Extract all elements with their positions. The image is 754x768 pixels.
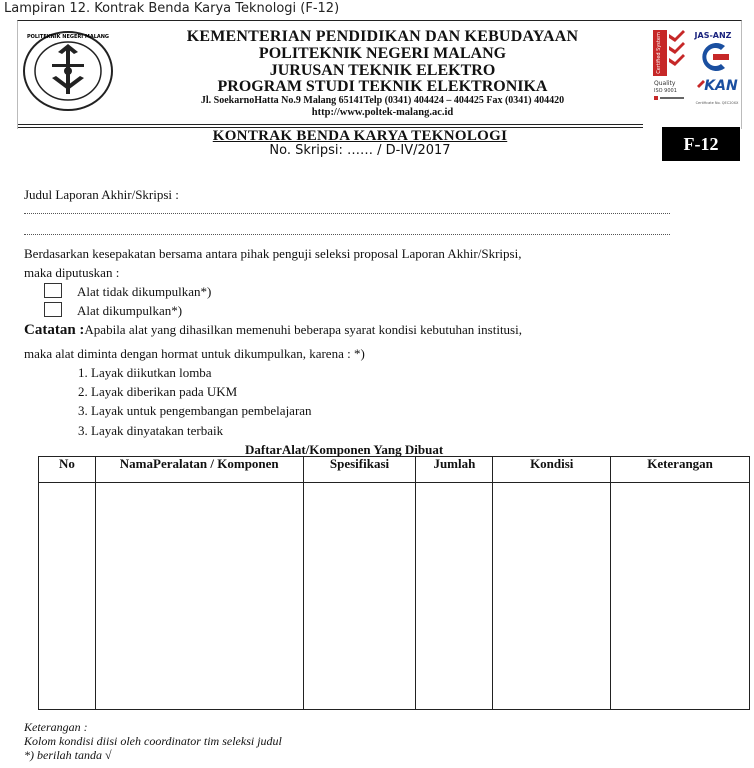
cert-side-text: Certified System [656, 32, 662, 74]
list-item: 1. Layak diikutkan lomba [78, 365, 212, 380]
cert-kan: KAN [704, 78, 738, 94]
col-header-spec: Spesifikasi [303, 457, 416, 483]
cert-iso: ISO 9001 [654, 88, 677, 94]
cell-condition[interactable] [493, 483, 611, 710]
attachment-label: Lampiran 12. Kontrak Benda Karya Teknologi (F-12) [4, 1, 340, 16]
cell-spec[interactable] [303, 483, 416, 710]
table-row [39, 483, 750, 710]
header-ministry: KEMENTERIAN PENDIDIKAN DAN KEBUDAYAAN [186, 28, 579, 45]
checkbox-collected[interactable] [44, 302, 62, 317]
header-website[interactable]: http://www.poltek-malang.ac.id [311, 107, 454, 118]
cell-qty[interactable] [416, 483, 493, 710]
note-text-1 [24, 322, 522, 339]
table-title: DaftarAlat/Komponen Yang Dibuat [245, 442, 444, 457]
option-not-collected-label: Alat tidak dikumpulkan*) [77, 284, 212, 299]
col-header-no: No [39, 457, 96, 483]
col-header-name: NamaPeralatan / Komponen [95, 457, 303, 483]
list-item: 3. Layak dinyatakan terbaik [78, 423, 224, 438]
cell-no[interactable] [39, 483, 96, 710]
logo-ring-text: POLITEKNIK NEGERI MALANG [26, 34, 110, 40]
footnote-label: Keterangan : [24, 720, 88, 734]
thesis-title-label: Judul Laporan Akhir/Skripsi : [24, 187, 179, 202]
form-code-badge: F-12 [662, 127, 740, 161]
header-polytechnic: POLITEKNIK NEGERI MALANG [258, 45, 507, 62]
agreement-text-1: Berdasarkan kesepakatan bersama antara pihak penguji seleksi proposal Laporan Akhir/Skripsi, [24, 246, 522, 261]
institution-logo [22, 30, 114, 112]
header-address: Jl. SoekarnoHatta No.9 Malang 65141Telp (0341) 404424 – 404425 Fax (0341) 404420 [200, 95, 565, 106]
note-label: Catatan : [24, 322, 85, 338]
certification-badges [651, 28, 741, 118]
note-text-2: maka alat diminta dengan hormat untuk dikumpulkan, karena : *) [24, 346, 365, 361]
note-content: Apabila alat yang dihasilkan memenuhi beberapa syarat kondisi kebutuhan institusi, [84, 322, 522, 337]
cert-quality: Quality [654, 80, 676, 87]
header-program: PROGRAM STUDI TEKNIK ELEKTRONIKA [217, 78, 548, 95]
header-department: JURUSAN TEKNIK ELEKTRO [269, 62, 496, 79]
thesis-title-line-1[interactable] [24, 213, 670, 214]
col-header-qty: Jumlah [416, 457, 493, 483]
thesis-number: No. Skripsi: …… / D-IV/2017 [269, 143, 451, 158]
component-table [38, 456, 750, 710]
option-collected-label: Alat dikumpulkan*) [77, 303, 183, 318]
col-header-condition: Kondisi [493, 457, 611, 483]
cell-notes[interactable] [611, 483, 750, 710]
footnote-line-1: Kolom kondisi diisi oleh coordinator tim seleksi judul [24, 734, 282, 748]
checkbox-not-collected[interactable] [44, 283, 62, 298]
letterhead-rule-top [18, 124, 643, 125]
list-item: 3. Layak untuk pengembangan pembelajaran [78, 403, 312, 418]
document-title: KONTRAK BENDA KARYA TEKNOLOGI [212, 128, 508, 144]
table-header-row [39, 457, 750, 483]
thesis-title-line-2[interactable] [24, 234, 670, 235]
agreement-text-2: maka diputuskan : [24, 265, 120, 280]
list-item: 2. Layak diberikan pada UKM [78, 384, 238, 399]
col-header-notes: Keterangan [611, 457, 750, 483]
footnote-line-2: *) berilah tanda √ [24, 748, 112, 762]
cert-number: Certificate No. QEC20XX [695, 101, 739, 105]
cert-jas-anz: JAS-ANZ [694, 31, 732, 40]
cell-name[interactable] [95, 483, 303, 710]
